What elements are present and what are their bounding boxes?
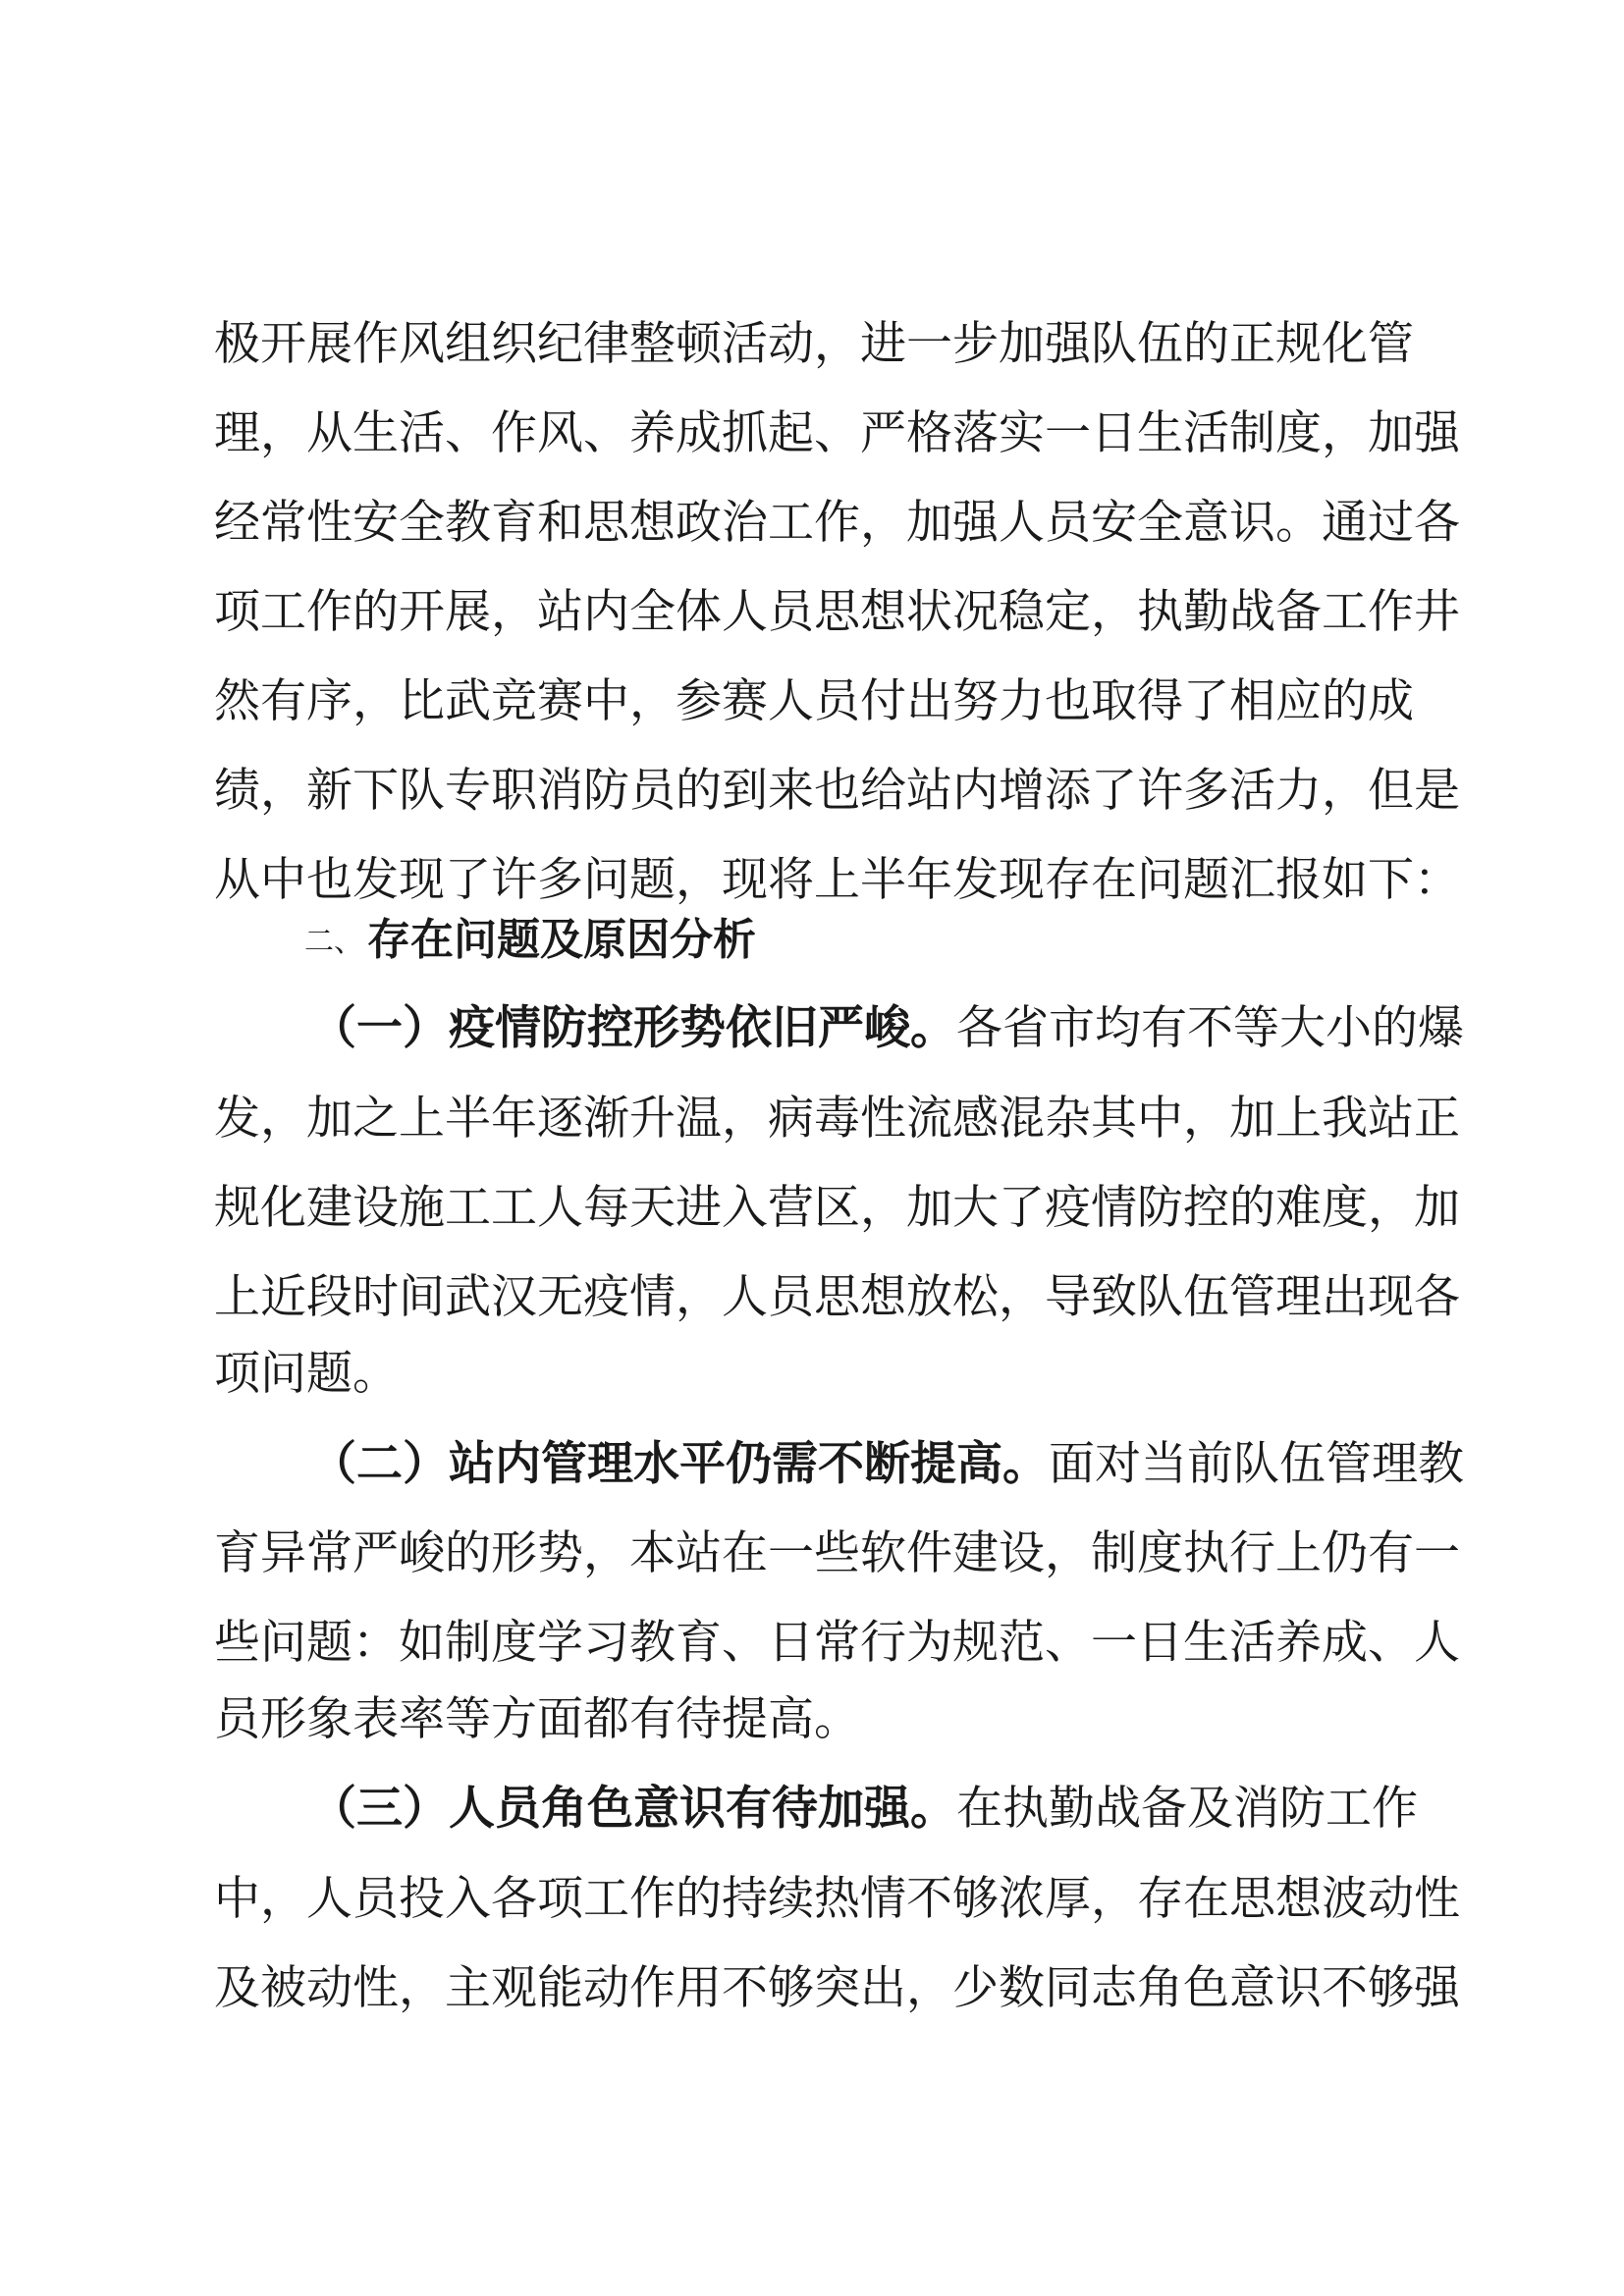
item2-first-rest: 面对当前队伍管理教: [1049, 1437, 1464, 1491]
item2-lead: （二）站内管理水平仍需不断提高。: [310, 1437, 1049, 1491]
section-number: 二、: [304, 925, 363, 959]
item2-line: 些问题：如制度学习教育、日常行为规范、一日生活养成、人: [214, 1616, 1460, 1670]
item1-lead: （一）疫情防控形势依旧严峻。: [310, 1001, 956, 1055]
item3-line: 中，人员投入各项工作的持续热情不够浓厚，存在思想波动性: [214, 1872, 1460, 1926]
item2-first-line: [310, 1435, 1464, 1494]
intro-line: 项工作的开展，站内全体人员思想状况稳定，执勤战备工作井: [214, 585, 1460, 639]
item3-lead: （三）人员角色意识有待加强。: [310, 1782, 956, 1836]
item2-line: 员形象表率等方面都有待提高。: [214, 1692, 860, 1746]
section-heading: [304, 911, 756, 972]
intro-line: 经常性安全教育和思想政治工作，加强人员安全意识。通过各: [214, 496, 1460, 550]
section-title: 存在问题及原因分析: [367, 915, 756, 965]
item1-first-line: [310, 999, 1464, 1058]
item1-line: 发，加之上半年逐渐升温，病毒性流感混杂其中，加上我站正: [214, 1092, 1460, 1146]
item3-first-rest: 在执勤战备及消防工作: [956, 1782, 1418, 1836]
intro-line: 然有序，比武竞赛中，参赛人员付出努力也取得了相应的成: [214, 674, 1414, 728]
intro-line: 绩，新下队专职消防员的到来也给站内增添了许多活力，但是: [214, 764, 1460, 818]
item3-first-line: [310, 1780, 1418, 1839]
item1-line: 上近段时间武汉无疫情，人员思想放松，导致队伍管理出现各: [214, 1270, 1460, 1324]
item2-line: 育异常严峻的形势，本站在一些软件建设，制度执行上仍有一: [214, 1526, 1460, 1580]
item3-line: 及被动性，主观能动作用不够突出，少数同志角色意识不够强: [214, 1961, 1460, 2015]
intro-line: 极开展作风组织纪律整顿活动，进一步加强队伍的正规化管: [214, 317, 1414, 371]
intro-line: 理，从生活、作风、养成抓起、严格落实一日生活制度，加强: [214, 406, 1460, 460]
intro-line: 从中也发现了许多问题，现将上半年发现存在问题汇报如下：: [214, 853, 1460, 907]
item1-line: 项问题。: [214, 1347, 399, 1401]
item1-first-rest: 各省市均有不等大小的爆: [956, 1001, 1464, 1055]
item1-line: 规化建设施工工人每天进入营区，加大了疫情防控的难度，加: [214, 1181, 1460, 1235]
